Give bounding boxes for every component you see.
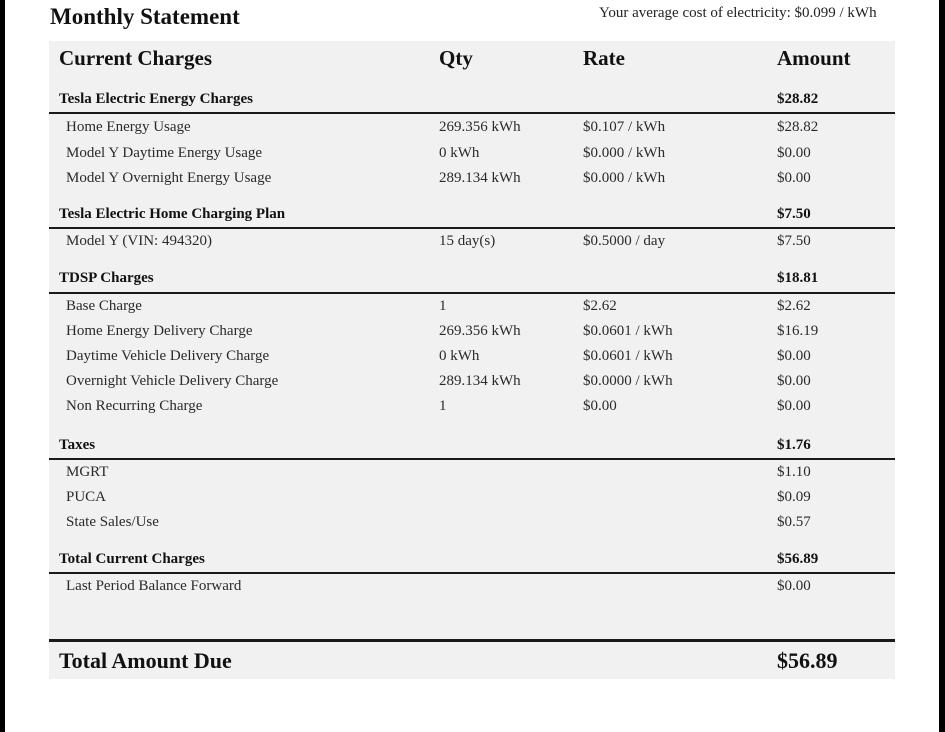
item-amount: $0.57 xyxy=(777,514,811,530)
column-header-rate: Rate xyxy=(583,46,625,70)
item-amount: $0.00 xyxy=(777,170,811,186)
item-qty: 0 kWh xyxy=(439,348,480,364)
item-rate: $0.000 / kWh xyxy=(583,170,666,186)
item-label: Daytime Vehicle Delivery Charge xyxy=(66,348,270,364)
item-amount: $2.62 xyxy=(777,298,811,314)
item-label: Model Y Daytime Energy Usage xyxy=(66,145,263,161)
item-label: Overnight Vehicle Delivery Charge xyxy=(66,373,279,389)
section-divider xyxy=(49,572,895,574)
total-due-label: Total Amount Due xyxy=(59,648,232,673)
right-edge-bar xyxy=(939,0,945,732)
section-divider xyxy=(49,292,895,294)
item-qty: 1 xyxy=(439,298,447,314)
section-divider xyxy=(49,458,895,460)
section-total: $18.81 xyxy=(777,270,819,286)
item-qty: 269.356 kWh xyxy=(439,323,521,339)
item-label: State Sales/Use xyxy=(66,514,159,530)
total-divider xyxy=(49,639,895,642)
item-rate: $2.62 xyxy=(583,298,617,314)
column-header-qty: Qty xyxy=(439,46,473,70)
item-amount: $16.19 xyxy=(777,323,819,339)
item-label: Home Energy Usage xyxy=(66,119,191,135)
item-amount: $0.00 xyxy=(777,398,811,414)
item-label: Non Recurring Charge xyxy=(66,398,203,414)
left-edge-bar xyxy=(0,0,5,732)
item-amount: $0.00 xyxy=(777,145,811,161)
statement-table xyxy=(49,41,895,679)
item-rate: $0.00 xyxy=(583,398,617,414)
section-title: Taxes xyxy=(59,437,96,453)
item-label: Model Y Overnight Energy Usage xyxy=(66,170,272,186)
item-rate: $0.0601 / kWh xyxy=(583,323,673,339)
average-cost-note: Your average cost of electricity: $0.099 / kWh xyxy=(599,5,877,21)
column-header-amount: Amount xyxy=(777,46,851,70)
total-due-amount: $56.89 xyxy=(777,648,838,673)
item-label: PUCA xyxy=(66,489,107,505)
item-qty: 15 day(s) xyxy=(439,233,496,249)
item-rate: $0.5000 / day xyxy=(583,233,666,249)
section-divider xyxy=(49,112,895,114)
item-label: MGRT xyxy=(66,464,109,480)
section-title: Total Current Charges xyxy=(59,551,205,567)
section-total: $28.82 xyxy=(777,91,819,107)
section-total: $7.50 xyxy=(777,206,811,222)
page-title: Monthly Statement xyxy=(50,4,240,29)
item-amount: $0.00 xyxy=(777,373,811,389)
section-total: $56.89 xyxy=(777,551,819,567)
item-rate: $0.107 / kWh xyxy=(583,119,666,135)
item-rate: $0.0000 / kWh xyxy=(583,373,673,389)
item-qty: 289.134 kWh xyxy=(439,373,521,389)
item-amount: $0.00 xyxy=(777,578,811,594)
item-label: Last Period Balance Forward xyxy=(66,578,242,594)
section-divider xyxy=(49,227,895,229)
column-header-description: Current Charges xyxy=(59,46,213,70)
item-rate: $0.0601 / kWh xyxy=(583,348,673,364)
item-amount: $0.00 xyxy=(777,348,811,364)
item-qty: 0 kWh xyxy=(439,145,480,161)
item-rate: $0.000 / kWh xyxy=(583,145,666,161)
item-amount: $1.10 xyxy=(777,464,811,480)
item-amount: $7.50 xyxy=(777,233,811,249)
item-label: Model Y (VIN: 494320) xyxy=(66,233,212,249)
item-qty: 1 xyxy=(439,398,447,414)
item-amount: $0.09 xyxy=(777,489,811,505)
item-amount: $28.82 xyxy=(777,119,819,135)
section-title: TDSP Charges xyxy=(59,270,154,286)
item-qty: 289.134 kWh xyxy=(439,170,521,186)
section-total: $1.76 xyxy=(777,437,811,453)
section-title: Tesla Electric Energy Charges xyxy=(59,91,253,107)
item-label: Home Energy Delivery Charge xyxy=(66,323,253,339)
item-label: Base Charge xyxy=(66,298,142,314)
item-qty: 269.356 kWh xyxy=(439,119,521,135)
section-title: Tesla Electric Home Charging Plan xyxy=(59,206,286,222)
